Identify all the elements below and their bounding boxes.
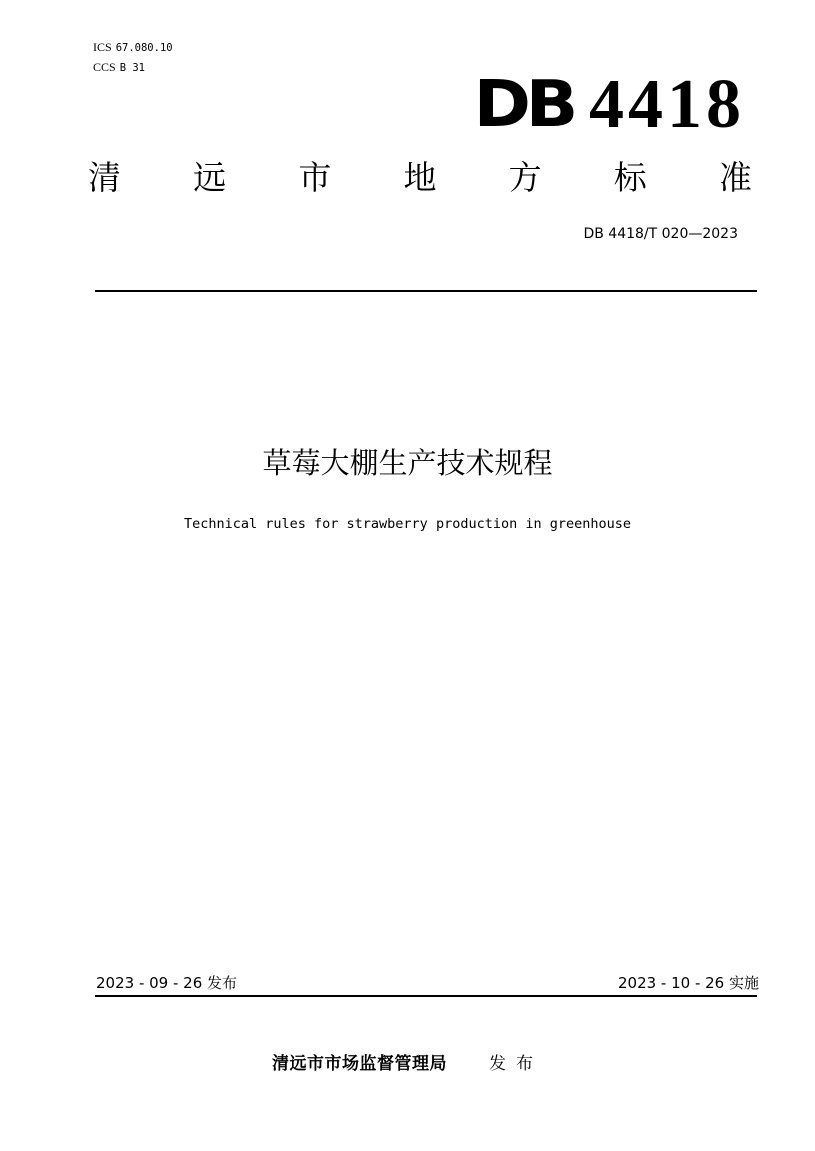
db-logo-number: 4418 [589,66,745,143]
standard-type-char: 清 [88,158,121,197]
footer-divider [95,995,757,997]
ccs-classification [93,60,145,75]
issuer [0,1052,815,1076]
standard-type-char: 市 [298,158,332,197]
standard-type-char: 准 [718,158,752,197]
db-logo [473,66,745,143]
ccs-code: B 31 [119,62,145,74]
ics-label: ICS [93,40,112,54]
standard-type-char: 地 [403,158,437,197]
db-logo-letters: DB [473,68,573,142]
issuer-action: 发布 [489,1054,543,1074]
ccs-label: CCS [93,60,116,74]
implementation-date: 2023 - 10 - 26 实施 [617,974,759,992]
standard-type-char: 方 [508,158,542,197]
standard-type-char: 标 [613,158,647,197]
document-title: 草莓大棚生产技术规程 [262,446,553,480]
ics-classification [93,40,173,55]
header-divider [95,290,757,292]
standard-code: DB 4418/T 020—2023 [583,226,738,242]
issuer-organization: 清远市市场监督管理局 [272,1054,447,1074]
ics-code: 67.080.10 [115,42,173,54]
issue-date: 2023 - 09 - 26 发布 [96,974,238,992]
document-subtitle-english: Technical rules for strawberry production in greenhouse [183,516,632,532]
standard-type-char: 远 [193,158,227,197]
standard-type [88,156,752,200]
